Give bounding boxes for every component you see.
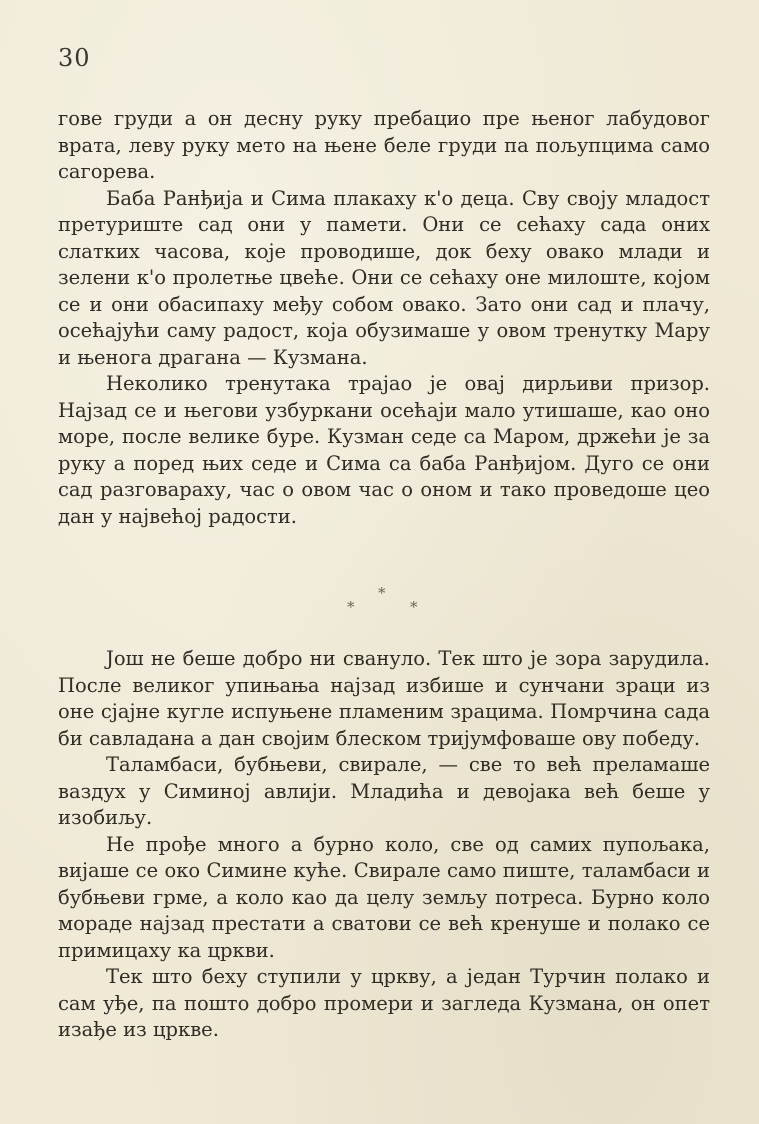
paragraph: Таламбаси, бубњеви, свирале, — све то већ преламаше ваздух у Симиној авлији. Младића и девојака већ беше у изобиљу. — [58, 753, 710, 829]
text-section-bottom — [58, 646, 710, 1044]
asterisk-ornament: * — [378, 584, 386, 602]
asterisk-ornament: * — [410, 598, 418, 616]
paragraph: Тек што беху ступили у цркву, а један Турчин полако и сам уђе, па пошто добро промери и загледа Кузмана, он опет изађе из цркве. — [58, 965, 710, 1041]
paragraph: Неколико тренутака трајао је овај дирљиви призор. Најзад се и његови узбуркани осећаји мало утишаше, као оно море, после велике буре. Кузман седе са Маром, држећи је за руку а поред њих седе и Сима са баба Ранђијом. Дуго се они сад разговараху, час о овом час о оном и тако проведоше цео дан у највећој радости. — [58, 372, 710, 528]
paragraph: Још не беше добро ни свануло. Тек што је зора зарудила. После великог упињања најзад избише и сунчани зраци из оне сјајне кугле испуњене пламеним зрацима. Помрчина сада би савладана а дан својим блеском тријумфоваше ову победу. — [58, 647, 710, 750]
paragraph: Не прође много а бурно коло, све од самих пупољака, вијаше се око Симине куће. Свирале само пиште, таламбаси и бубњеви грме, а коло као да целу земљу потреса. Бурно коло мораде најзад престати а сватови се већ кренуше и полако се примицаху ка цркви. — [58, 832, 710, 962]
paragraph: Баба Ранђија и Сима плакаху к'о деца. Сву своју младост претуриште сад они у памети. Они се сећаху сада оних слатких часова, које проводише, док беху овако млади и зелени к'о пролетње цвеће. Они се сећаху оне милоште, којом се и они обасипаху међу собом овако. Зато они сад и плачу, осећајући саму радост, која обузимаше у овом тренутку Мару и њенога драгана — Кузмана. — [58, 186, 710, 369]
section-separator — [0, 584, 759, 618]
paragraph-continuation: гове груди а он десну руку пребацио пре њеног лабудовог врата, леву руку мето на њене беле груди па пољупцима само сагорева. — [58, 107, 710, 183]
page-number: 30 — [58, 44, 91, 72]
asterisk-ornament: * — [347, 598, 355, 616]
text-section-top — [58, 106, 710, 530]
